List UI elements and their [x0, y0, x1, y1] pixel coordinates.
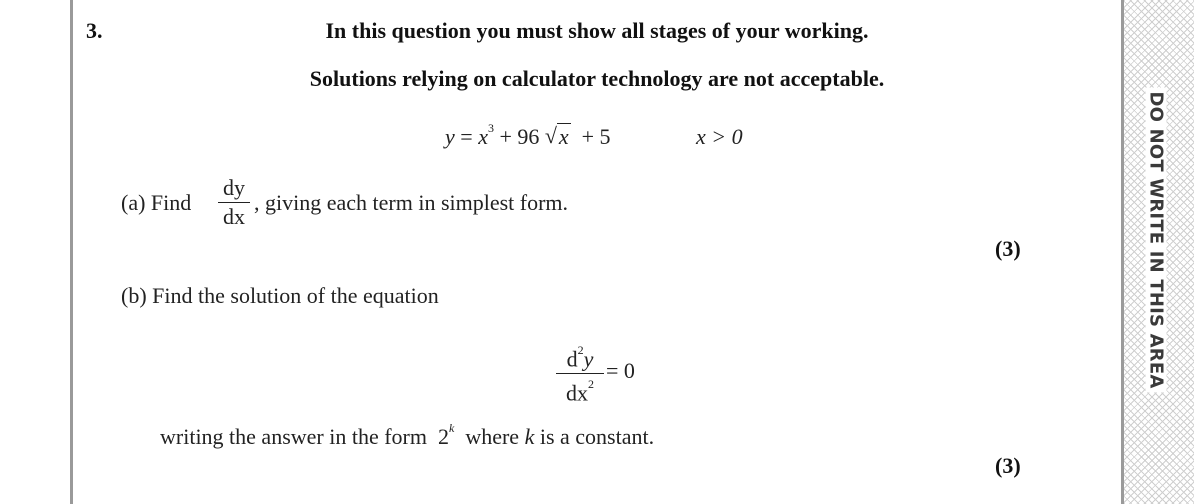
part-a-label: (a) Find [121, 190, 192, 215]
eq-plus5: + 5 [581, 124, 611, 149]
instruction-working: In this question you must show all stages of your working. [325, 18, 869, 43]
eq-condition [696, 124, 743, 150]
fraction-denominator: dx [223, 204, 245, 229]
second-derivative-denominator: $dx^2$ [566, 377, 594, 406]
eq-x: x [478, 124, 488, 149]
constant-k: k [524, 424, 535, 449]
sqrt-symbol: √ x [544, 123, 569, 149]
dy-dx-fraction [218, 176, 250, 229]
part-b-marks: (3) [995, 453, 1021, 478]
fraction-numerator: dy [223, 175, 245, 200]
part-b-writing-text: writing the answer in the form 2$^k$ where k is a constant. [160, 420, 655, 449]
fraction-bar [556, 373, 604, 374]
eq-plus96: + 96 [499, 124, 540, 149]
question-number: 3. [86, 18, 103, 43]
equals-zero: = 0 [606, 358, 635, 383]
eq-exponent: 3 [487, 120, 494, 135]
part-b-label: (b) Find the solution of the equation [121, 283, 439, 308]
page-border-left [70, 0, 73, 504]
eq-equals: = [460, 124, 473, 149]
eq-lhs: y [445, 124, 455, 149]
margin-warning-text: DO NOT WRITE IN THIS AREA [1146, 88, 1167, 393]
instruction-calculator: Solutions relying on calculator technology are not acceptable. [309, 66, 885, 91]
main-equation [445, 120, 611, 150]
condition-text: x > 0 [696, 124, 743, 149]
form-exponent: k [449, 420, 455, 435]
fraction-bar [218, 202, 250, 203]
form-base: 2 [438, 424, 449, 449]
part-a-marks: (3) [995, 236, 1021, 261]
sqrt-radicand: x [558, 124, 569, 149]
part-a-text: , giving each term in simplest form. [254, 190, 569, 215]
second-derivative-fraction [556, 342, 604, 406]
second-derivative-numerator: $d^2y$ [566, 343, 594, 372]
